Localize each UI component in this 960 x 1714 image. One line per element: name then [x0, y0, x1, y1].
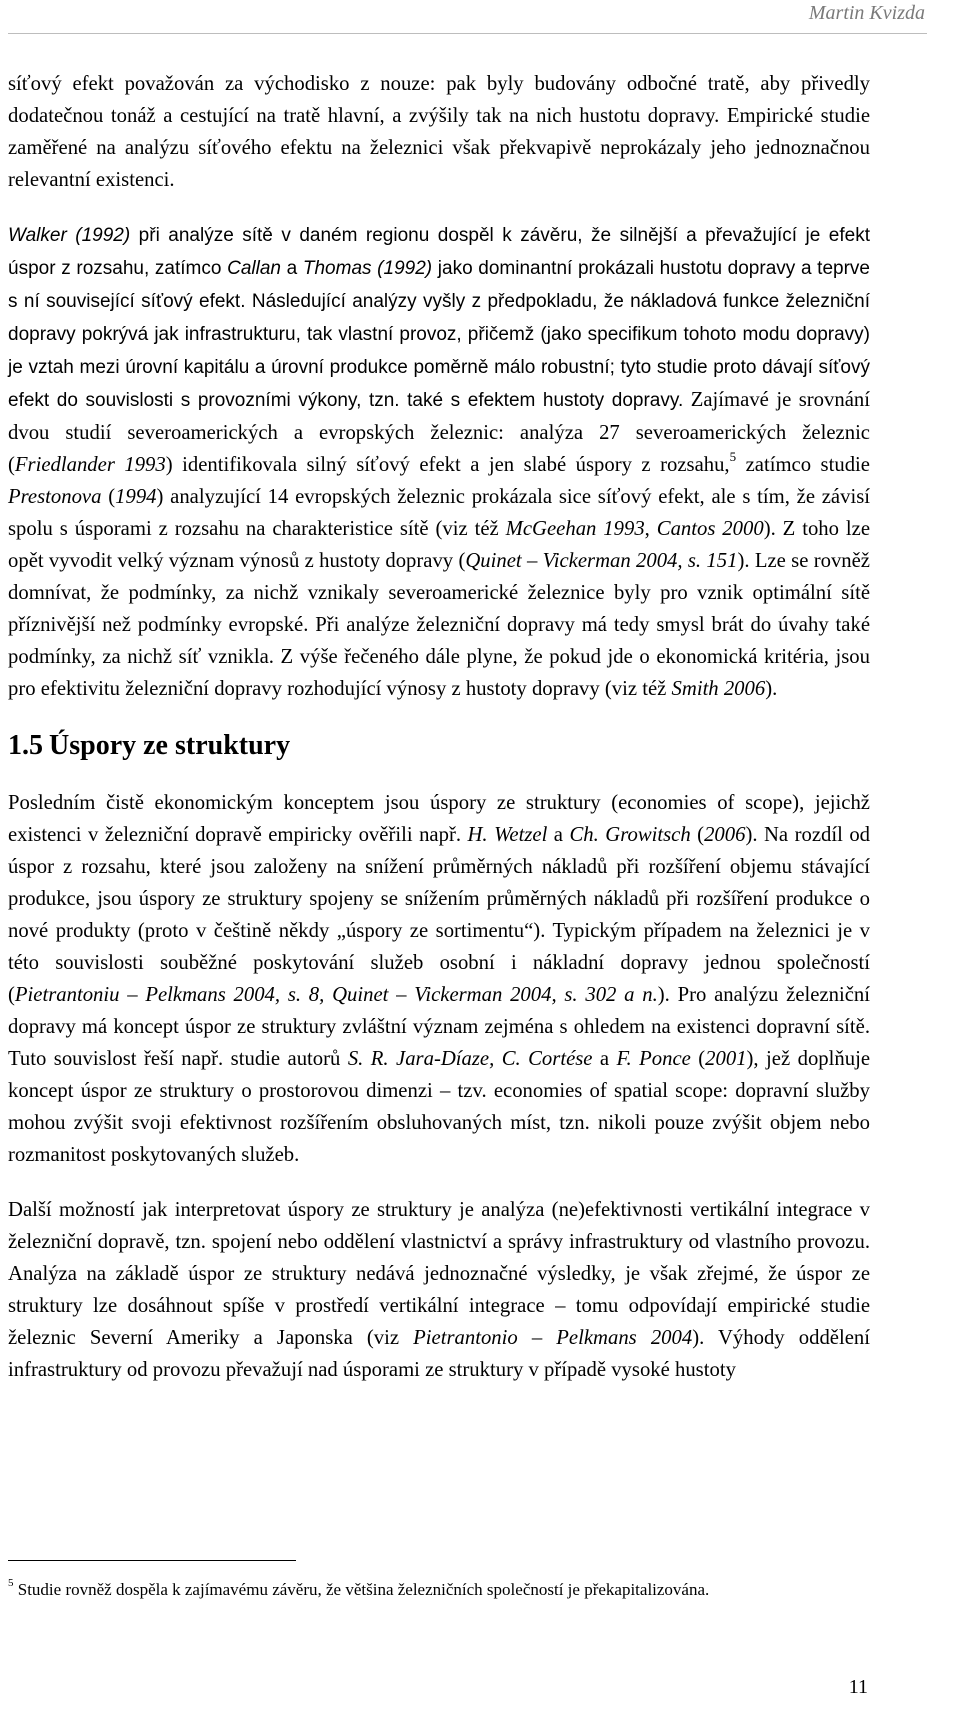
footnote-text: Studie rovněž dospěla k zajímavému závěru, že většina železničních společností je překapitalizována.: [13, 1580, 710, 1599]
paragraph-walker: [8, 219, 870, 705]
citation-year: 1994: [115, 486, 157, 508]
citation-ponce: F. Ponce: [616, 1048, 691, 1070]
text-span: (: [101, 486, 116, 508]
citation-cantos: Cantos 2000: [656, 518, 764, 540]
text-span: ).: [765, 678, 778, 700]
paragraph-vertical-integration: [8, 1194, 870, 1386]
text-span: Následující analýzy vyšly z předpokladu, že nákladová funkce železniční dopravy pokrývá jak infrastrukturu, tak vlastní provoz, přičemž (jako specifikum tohoto modu dopravy) je vztah mezi úrovní kapitálu a úrovní produkce poměrně málo robustní; tyto studie proto dávají síťový efekt do souvislosti s provozními výkony, tzn. také s efektem hustoty dopravy.: [8, 291, 870, 411]
footnote-rule: [8, 1560, 296, 1561]
header-rule: [8, 33, 927, 34]
citation-pietrantonio: Pietrantonio – Pelkmans 2004: [413, 1327, 693, 1349]
footnote: [8, 1578, 908, 1602]
footnote-ref: 5: [729, 449, 737, 465]
section-heading: [8, 728, 870, 764]
text-span: a: [280, 258, 303, 279]
paragraph-network-effect: síťový efekt považován za východisko z nouze: pak byly budovány odbočné tratě, aby přivedly dodatečnou tonáž a cestující na tratě hlavní, a zvýšily tak na nich hustotu dopravy. Empirické studie zaměřené na analýzu síťového efektu na železnici však překvapivě neprokázaly jeho jednoznačnou relevantní existenci.: [8, 73, 870, 191]
text-span: jako dominantní prokázali hustotu dopravy a teprve s ní související síťový efekt.: [8, 258, 870, 312]
citation-prestonova: Prestonova: [8, 486, 102, 508]
citation-callan: Callan: [227, 258, 281, 279]
citation-quinet: Quinet – Vickerman 2004, s. 151: [465, 550, 738, 572]
running-header-author: Martin Kvizda: [808, 2, 925, 24]
citation-growitsch: Ch. Growitsch: [569, 824, 691, 846]
text-span: (: [690, 824, 705, 846]
citation-mcgeehan: McGeehan 1993: [505, 518, 645, 540]
text-span: ). Na rozdíl od úspor z rozsahu, které jsou založeny na snížení průměrných nákladů při rozšíření objemu stávající produkce, jsou úspory ze struktury spojeny se snížením průměrných nákladů při rozšíření produkce o nové produkty (proto v češtině někdy „úspory ze sortimentu“). Typickým případem na železnici je v této souvislosti souběžné poskytování služeb osobní i nákladní dopravy jednou společností (: [8, 824, 871, 1006]
text-span: (: [690, 1048, 706, 1070]
text-span: Posledním čistě ekonomickým konceptem jsou úspory ze struktury (economies of scope), jejichž existenci v železniční dopravě empiricky ověřili např.: [8, 792, 870, 846]
citation-thomas: Thomas (1992): [302, 258, 433, 279]
text-span: ), jež doplňuje koncept úspor ze struktury o prostorovou dimenzi – tzv. economies of spatial scope: dopravní služby mohou zvýšit svoji efektivnost rozšířením obsluhovaných míst, tzn. nikoli pouze zvýšit objem nebo rozmanitost poskytovaných služeb.: [8, 1048, 870, 1166]
citation-smith: Smith 2006: [671, 678, 766, 700]
citation-pietrantoniu: Pietrantoniu – Pelkmans 2004, s. 8, Quinet – Vickerman 2004, s. 302 a n.: [14, 984, 658, 1006]
paragraph-economies-of-scope: [8, 787, 870, 1171]
text-span: a: [592, 1048, 617, 1070]
section-title: Úspory ze struktury: [49, 730, 291, 761]
text-span: ,: [644, 518, 657, 540]
text-span: a: [547, 824, 570, 846]
text-span: zatímco studie: [736, 454, 870, 476]
text-span: ). Z toho lze opět vyvodit velký význam výnosů z hustoty dopravy (: [8, 518, 871, 572]
citation-friedlander: Friedlander 1993: [14, 454, 166, 476]
citation-wetzel: H. Wetzel: [467, 824, 548, 846]
section-number: 1.5: [8, 730, 43, 761]
text-span: ). Lze se rovněž domnívat, že podmínky, za nichž vznikaly severoamerické železnice byly pro vznik optimální sítě příznivější než podmínky evropské. Při analýze železniční dopravy má tedy smysl brát do úvahy také podmínky, za nichž síť vznikla. Z výše řečeného dále plyne, že pokud jde o ekonomická kritéria, jsou pro efektivitu železniční dopravy rozhodující výnosy z hustoty dopravy (viz též: [8, 550, 870, 700]
text-span: ). Pro analýzu železniční dopravy má koncept úspor ze struktury zvláštní význam zejména s ohledem na existenci dopravní sítě. Tuto souvislost řeší např. studie autorů: [8, 984, 871, 1070]
text-span: ) identifikovala silný síťový efekt a jen slabé úspory z rozsahu,: [165, 454, 730, 476]
text-span: ) analyzující 14 evropských železnic prokázala sice síťový efekt, ale s tím, že závisí spolu s úsporami z rozsahu na charakteristice sítě (viz též: [8, 486, 871, 540]
text-span: při analýze sítě v daném regionu dospěl k závěru, že silnější a převažující je efekt úspor z rozsahu, zatímco: [8, 225, 870, 279]
citation-year: 2006: [704, 824, 746, 846]
text-span: Další možností jak interpretovat úspory ze struktury je analýza (ne)efektivnosti vertikální integrace v železniční dopravě, tzn. spojení nebo oddělení vlastnictví a správy infrastruktury od vlastního provozu. Analýza na základě úspor ze struktury nedává jednoznačné výsledky, je však zřejmé, že úspor ze struktury lze dosáhnout spíše v prostředí vertikální integrace – tomu odpovídají empirické studie železnic Severní Ameriky a Japonska (viz: [8, 1199, 870, 1349]
text-span: Zajímavé je srovnání dvou studií severoamerických a evropských železnic: analýza 27 severoamerických železnic (: [8, 389, 870, 476]
text-span: ). Výhody oddělení infrastruktury od provozu převažují nad úsporami ze struktury v případě vysoké hustoty: [8, 1327, 870, 1381]
footnote-number: 5: [8, 1577, 14, 1590]
page-body: [8, 68, 870, 1386]
citation-walker: Walker (1992): [8, 225, 131, 246]
citation-jara-diaze: S. R. Jara-Díaze, C. Cortése: [347, 1048, 593, 1070]
page-number: 11: [848, 1676, 868, 1698]
citation-year: 2001: [705, 1048, 747, 1070]
